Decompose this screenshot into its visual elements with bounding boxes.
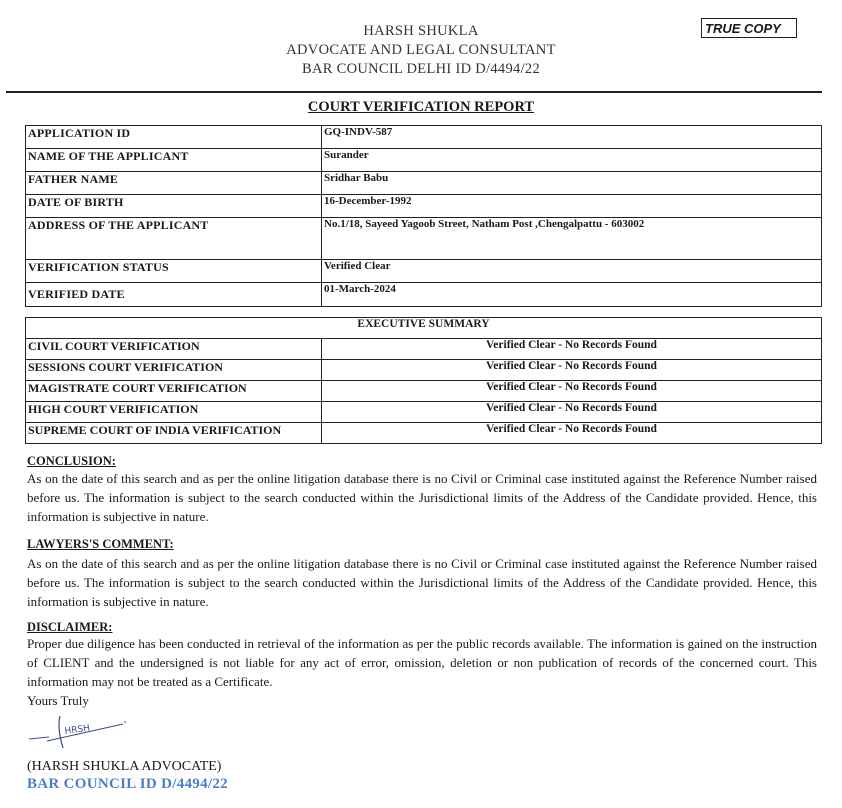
summary-label: SESSIONS COURT VERIFICATION	[26, 360, 322, 381]
report-title: COURT VERIFICATION REPORT	[307, 99, 535, 115]
true-copy-stamp: TRUE COPY	[701, 18, 797, 38]
table-row	[26, 195, 822, 218]
table-row	[26, 283, 822, 307]
table-row	[26, 260, 822, 283]
detail-label: NAME OF THE APPLICANT	[26, 149, 322, 172]
detail-label: FATHER NAME	[26, 172, 322, 195]
table-row	[26, 149, 822, 172]
detail-value: Sridhar Babu	[322, 172, 822, 195]
lawyers-comment-text: As on the date of this search and as per the online litigation database there is no Civil or Criminal case instituted against the Reference Number raised before us. The information is subject to the search conducted within the Jurisdictional limits of the Address of the Candidate provided. Hence, this information is subjective in nature.	[27, 556, 817, 609]
conclusion-text: As on the date of this search and as per the online litigation database there is no Civil or Criminal case instituted against the Reference Number raised before us. The information is subject to the search conducted within the Jurisdictional limits of the Address of the Candidate provided. Hence, this information is subjective in nature.	[27, 471, 817, 524]
closing-salutation: Yours Truly	[27, 693, 89, 708]
lawyers-comment-title: LAWYERS'S COMMENT:	[27, 537, 174, 551]
disclaimer-text: Proper due diligence has been conducted in retrieval of the information as per the public records available. The information is gained on the instruction of CLIENT and the undersigned is not liable for any act of error, omission, deletion or non publication of records of the concerned court. This information may not be treated as a Certificate.	[27, 636, 817, 689]
detail-value: Verified Clear	[322, 260, 822, 283]
summary-value: Verified Clear - No Records Found	[322, 339, 822, 360]
detail-value: 01-March-2024	[322, 283, 822, 307]
summary-value: Verified Clear - No Records Found	[322, 402, 822, 423]
svg-text:HRSH: HRSH	[64, 723, 91, 737]
detail-label: VERIFIED DATE	[26, 283, 322, 307]
executive-summary-table	[25, 317, 822, 444]
table-row	[26, 381, 822, 402]
signature-bar-council-id: BAR COUNCIL ID D/4494/22	[27, 776, 228, 792]
advocate-name: HARSH SHUKLA	[363, 23, 479, 39]
detail-label: DATE OF BIRTH	[26, 195, 322, 218]
table-row	[26, 172, 822, 195]
bar-council-id: BAR COUNCIL DELHI ID D/4494/22	[301, 61, 541, 77]
table-row	[26, 218, 822, 260]
disclaimer-title: DISCLAIMER:	[27, 620, 113, 634]
table-row	[26, 402, 822, 423]
detail-value: Surander	[322, 149, 822, 172]
summary-label: SUPREME COURT OF INDIA VERIFICATION	[26, 423, 322, 444]
table-row	[26, 423, 822, 444]
detail-label: APPLICATION ID	[26, 126, 322, 149]
executive-summary-heading: EXECUTIVE SUMMARY	[26, 318, 822, 339]
summary-value: Verified Clear - No Records Found	[322, 360, 822, 381]
signature	[27, 712, 137, 759]
table-row	[26, 339, 822, 360]
advocate-signature-name: (HARSH SHUKLA ADVOCATE)	[27, 759, 222, 774]
table-row	[26, 318, 822, 339]
summary-value: Verified Clear - No Records Found	[322, 423, 822, 444]
summary-label: HIGH COURT VERIFICATION	[26, 402, 322, 423]
detail-label: ADDRESS OF THE APPLICANT	[26, 218, 322, 260]
advocate-title: ADVOCATE AND LEGAL CONSULTANT	[286, 42, 556, 58]
header-divider	[6, 91, 822, 93]
detail-label: VERIFICATION STATUS	[26, 260, 322, 283]
table-row	[26, 360, 822, 381]
summary-label: CIVIL COURT VERIFICATION	[26, 339, 322, 360]
detail-value: 16-December-1992	[322, 195, 822, 218]
table-row	[26, 126, 822, 149]
conclusion-title: CONCLUSION:	[27, 454, 116, 468]
applicant-details-table	[25, 125, 822, 307]
detail-value: GQ-INDV-587	[322, 126, 822, 149]
summary-label: MAGISTRATE COURT VERIFICATION	[26, 381, 322, 402]
detail-value: No.1/18, Sayeed Yagoob Street, Natham Post ,Chengalpattu - 603002	[322, 218, 822, 260]
summary-value: Verified Clear - No Records Found	[322, 381, 822, 402]
